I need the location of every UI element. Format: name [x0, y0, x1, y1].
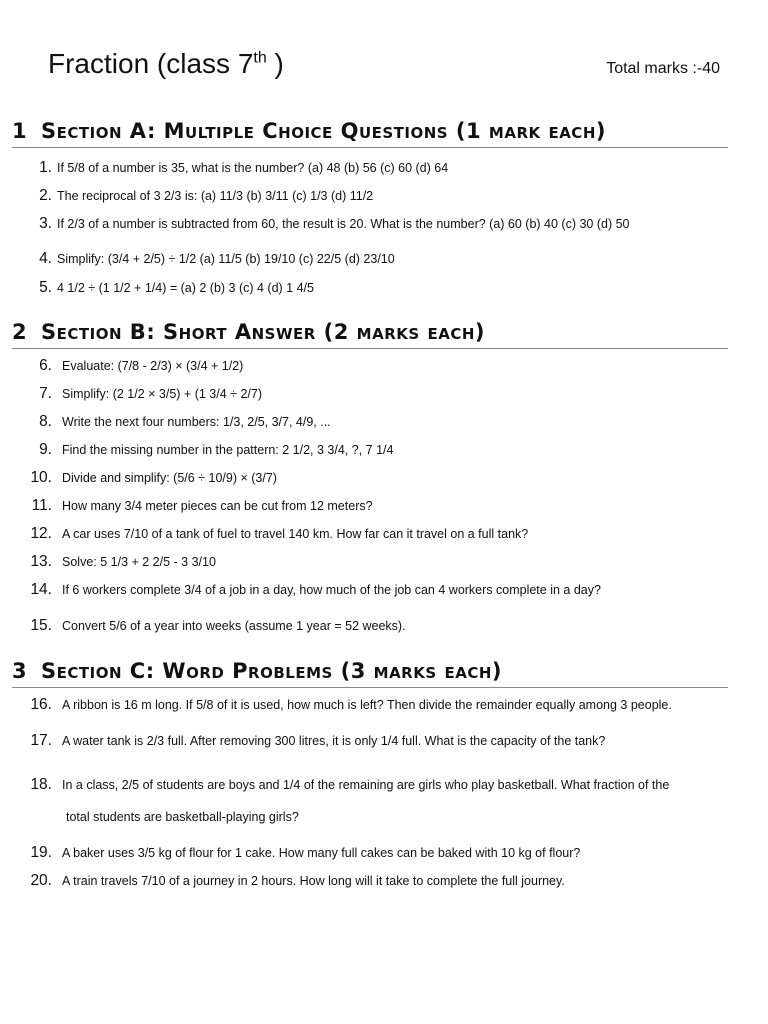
section-heading	[12, 318, 728, 349]
question-text: Convert 5/6 of a year into weeks (assume 1 year = 52 weeks).	[62, 619, 406, 633]
question-item	[0, 216, 720, 232]
question-number: 17.	[30, 732, 52, 749]
question-number: 14.	[30, 581, 52, 598]
title-text: Fraction (class 7	[48, 48, 254, 79]
section-a	[12, 117, 728, 148]
question-text: Divide and simplify: (5/6 ÷ 10/9) × (3/7)	[62, 471, 277, 485]
question-item	[0, 188, 720, 204]
question-item	[0, 697, 720, 713]
question-item	[0, 160, 720, 176]
question-number: 5.	[39, 279, 52, 296]
question-number: 9.	[39, 441, 52, 458]
title-superscript: th	[253, 49, 267, 67]
section-number: 3	[12, 659, 28, 683]
question-number: 11.	[31, 497, 52, 514]
section-title: Section B: Short Answer (2 marks each)	[41, 320, 485, 344]
question-item	[0, 582, 720, 598]
question-text: How many 3/4 meter pieces can be cut from 12 meters?	[62, 499, 373, 513]
question-item	[0, 526, 720, 542]
question-number: 19.	[30, 844, 52, 861]
question-item	[0, 358, 720, 374]
question-number: 7.	[39, 385, 52, 402]
question-item	[0, 498, 720, 514]
title-close: )	[266, 48, 284, 79]
question-item	[0, 733, 720, 749]
question-number: 13.	[30, 553, 52, 570]
page-title	[48, 44, 284, 84]
question-text: Solve: 5 1/3 + 2 2/5 - 3 3/10	[62, 555, 216, 569]
section-heading	[12, 657, 728, 688]
question-text: Find the missing number in the pattern: 2 1/2, 3 3/4, ?, 7 1/4	[62, 443, 394, 457]
question-item	[0, 280, 720, 296]
page-header	[48, 44, 720, 88]
question-text: A car uses 7/10 of a tank of fuel to travel 140 km. How far can it travel on a full tank?	[62, 527, 529, 541]
question-text: A ribbon is 16 m long. If 5/8 of it is used, how much is left? Then divide the remainder equally among 3 people.	[62, 698, 672, 712]
question-text: Simplify: (2 1/2 × 3/5) + (1 3/4 ÷ 2/7)	[62, 387, 263, 401]
total-marks: Total marks :-40	[606, 60, 720, 77]
question-text: The reciprocal of 3 2/3 is: (a) 11/3 (b) 3/11 (c) 1/3 (d) 11/2	[57, 189, 374, 203]
section-heading	[12, 117, 728, 148]
question-text: A baker uses 3/5 kg of flour for 1 cake. How many full cakes can be baked with 10 kg of flour?	[62, 846, 581, 860]
question-number: 8.	[39, 413, 52, 430]
question-text: If 2/3 of a number is subtracted from 60, the result is 20. What is the number? (a) 60 (b) 40 (c) 30 (d) 50	[57, 217, 630, 231]
section-title: Section C: Word Problems (3 marks each)	[41, 659, 502, 683]
question-text-continued: total students are basketball-playing girls?	[66, 810, 299, 824]
question-item	[0, 873, 720, 889]
section-c	[12, 657, 728, 688]
question-item	[0, 442, 720, 458]
question-number: 4.	[39, 250, 52, 267]
question-item	[0, 777, 720, 825]
question-text: Evaluate: (7/8 - 2/3) × (3/4 + 1/2)	[62, 359, 244, 373]
question-item	[0, 470, 720, 486]
question-text: Simplify: (3/4 + 2/5) ÷ 1/2 (a) 11/5 (b) 19/10 (c) 22/5 (d) 23/10	[57, 252, 395, 266]
question-text: A train travels 7/10 of a journey in 2 hours. How long will it take to complete the full journey.	[62, 874, 565, 888]
question-item	[0, 554, 720, 570]
section-b	[12, 318, 728, 349]
question-text: If 5/8 of a number is 35, what is the number? (a) 48 (b) 56 (c) 60 (d) 64	[57, 161, 449, 175]
section-title: Section A: Multiple Choice Questions (1 mark each)	[41, 119, 606, 143]
question-text: 4 1/2 ÷ (1 1/2 + 1/4) = (a) 2 (b) 3 (c) 4 (d) 1 4/5	[57, 281, 314, 295]
question-number: 20.	[30, 872, 52, 889]
question-number: 16.	[30, 696, 52, 713]
question-text: If 6 workers complete 3/4 of a job in a day, how much of the job can 4 workers complete in a day?	[62, 583, 601, 597]
question-text: Write the next four numbers: 1/3, 2/5, 3/7, 4/9, ...	[62, 415, 331, 429]
section-number: 1	[12, 119, 28, 143]
question-number: 10.	[30, 469, 52, 486]
question-number: 3.	[39, 215, 52, 232]
question-number: 12.	[30, 525, 52, 542]
question-number: 1.	[39, 159, 52, 176]
question-text: In a class, 2/5 of students are boys and 1/4 of the remaining are girls who play basketball. What fraction of the	[62, 778, 670, 792]
question-text: A water tank is 2/3 full. After removing 300 litres, it is only 1/4 full. What is the capacity of the tank?	[62, 734, 606, 748]
question-number: 2.	[39, 187, 52, 204]
question-number: 15.	[30, 617, 52, 634]
question-item	[0, 845, 720, 861]
question-item	[0, 386, 720, 402]
question-item	[0, 618, 720, 634]
question-number: 6.	[39, 357, 52, 374]
question-item	[0, 414, 720, 430]
section-number: 2	[12, 320, 28, 344]
question-item	[0, 251, 720, 267]
question-number: 18.	[30, 776, 52, 793]
